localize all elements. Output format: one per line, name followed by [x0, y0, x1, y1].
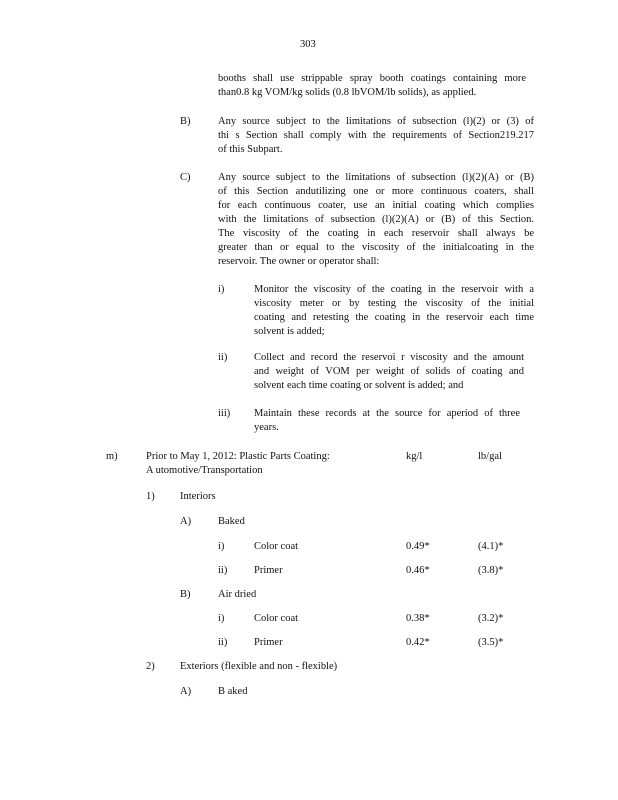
paragraph-line: thi s Section shall comply with the requirements of Section219.217 [218, 130, 534, 141]
section-label-m: m) [106, 451, 118, 462]
item-label-B: B) [180, 116, 191, 127]
row-value-lb: (3.2)* [478, 613, 504, 624]
paragraph-line: with the limitations of subsection (l)(2)(A) or (B) of this Section. [218, 214, 534, 225]
row-value-kg: 0.42* [406, 637, 430, 648]
subitem-label: iii) [218, 408, 231, 419]
subitem-label: i) [218, 284, 225, 295]
paragraph-line: years. [254, 422, 279, 433]
item-C-text [218, 171, 534, 269]
paragraph-line: for each continuous coater, use an initial coating which complies [218, 200, 534, 211]
subsection-title: Exteriors (flexible and non - flexible) [180, 661, 338, 672]
row-value-kg: 0.38* [406, 613, 430, 624]
subsection-label: 2) [146, 661, 155, 672]
paragraph-line: of this Subpart. [218, 144, 283, 155]
paragraph-line: Monitor the viscosity of the coating in the reservoir with a [254, 284, 534, 295]
subitem-text [254, 407, 520, 435]
category-title: Air dried [218, 589, 257, 600]
subsection-label: 1) [146, 491, 155, 502]
row-label: i) [218, 541, 225, 552]
row-value-kg: 0.49* [406, 541, 430, 552]
category-title: Baked [218, 516, 245, 527]
row-value-kg: 0.46* [406, 565, 430, 576]
section-title-line2: A utomotive/Transportation [146, 465, 263, 476]
paragraph-line: solvent each time coating or solvent is added; and [254, 380, 464, 391]
paragraph-line: than0.8 kg VOM/kg solids (0.8 lbVOM/lb solids), as applied. [218, 87, 477, 98]
row-label: ii) [218, 637, 228, 648]
paragraph-line: Any source subject to the limitations of subsection (l)(2)(A) or (B) [218, 172, 534, 183]
page-number: 303 [300, 39, 316, 50]
category-label: A) [180, 686, 192, 697]
category-label: B) [180, 589, 191, 600]
row-label: ii) [218, 565, 228, 576]
section-title: Prior to May 1, 2012: Plastic Parts Coating: [146, 451, 330, 462]
subitem-text [254, 351, 524, 393]
paragraph-line: coating and retesting the coating in the reservoir each time [254, 312, 534, 323]
category-label: A) [180, 516, 192, 527]
row-label: i) [218, 613, 225, 624]
row-name: Color coat [254, 541, 299, 552]
paragraph-line: Collect and record the reservoi r viscosity and the amount [254, 352, 524, 363]
paragraph-line: Maintain these records at the source for aperiod of three [254, 408, 520, 419]
paragraph-line: and weight of VOM per weight of solids of coating and [254, 366, 524, 377]
subitem-label: ii) [218, 352, 228, 363]
paragraph-line: reservoir. The owner or operator shall: [218, 256, 380, 267]
unit-header-kg: kg/l [406, 451, 423, 462]
row-value-lb: (3.5)* [478, 637, 504, 648]
item-label-C: C) [180, 172, 191, 183]
row-name: Color coat [254, 613, 299, 624]
paragraph-line: solvent is added; [254, 326, 325, 337]
paragraph-line: The viscosity of the coating in each reservoir shall always be [218, 228, 534, 239]
paragraph-line: viscosity meter or by testing the viscosity of the initial [254, 298, 534, 309]
row-value-lb: (3.8)* [478, 565, 504, 576]
paragraph-line: of this Section andutilizing one or more continuous coaters, shall [218, 186, 534, 197]
subitem-text [254, 283, 534, 339]
paragraph-line: booths shall use strippable spray booth coatings containing more [218, 73, 526, 84]
unit-header-lb: lb/gal [478, 451, 502, 462]
paragraph-line: Any source subject to the limitations of subsection (l)(2) or (3) of [218, 116, 534, 127]
paragraph-line: greater than or equal to the viscosity of the initialcoating in the [218, 242, 534, 253]
subsection-title: Interiors [180, 491, 216, 502]
row-name: Primer [254, 565, 283, 576]
continuation-paragraph [218, 72, 526, 100]
category-title: B aked [218, 686, 248, 697]
row-value-lb: (4.1)* [478, 541, 504, 552]
item-B-text [218, 115, 534, 157]
row-name: Primer [254, 637, 283, 648]
